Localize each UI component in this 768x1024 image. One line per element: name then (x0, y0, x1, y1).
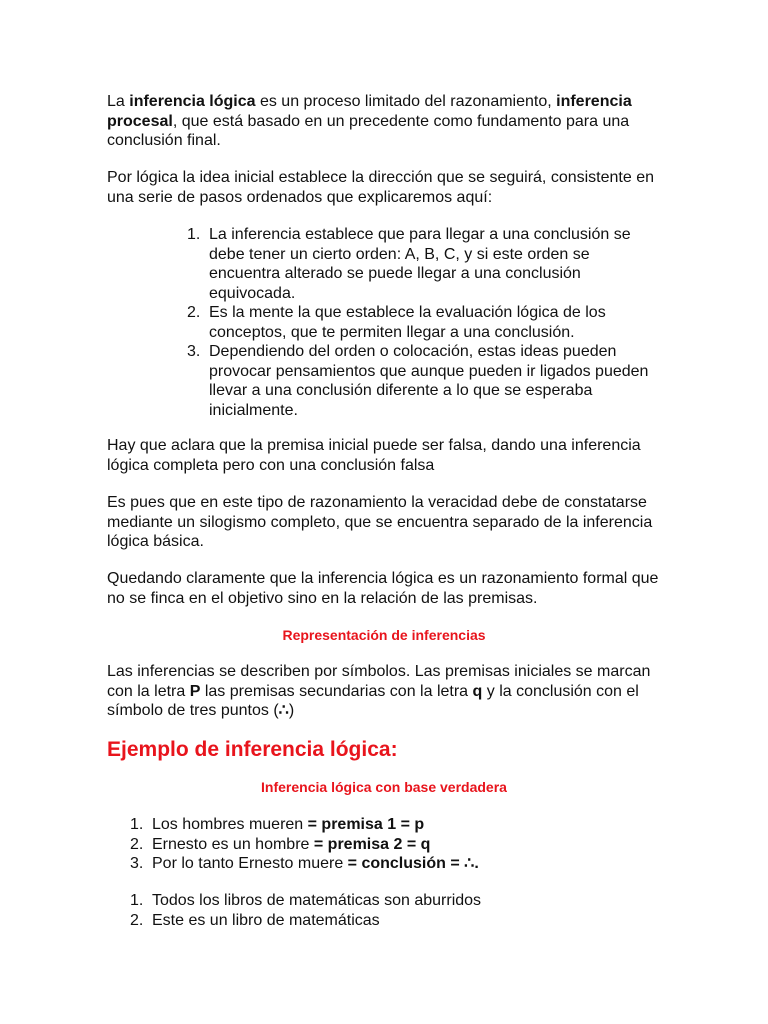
paragraph-symbols (107, 662, 667, 721)
premise-label: = premisa 2 = q (313, 835, 431, 853)
list-item (130, 835, 652, 855)
paragraph-premise-false: Hay que aclara que la premisa inicial puede ser falsa, dando una inferencia lógica completa pero con una conclusión falsa (107, 437, 641, 474)
list-number: 1. (130, 892, 144, 909)
text-run: La (107, 93, 130, 110)
text-run: las premisas secundarias con la letra (200, 682, 473, 700)
list-number: 2. (130, 911, 144, 929)
bold-symbol: P (189, 682, 201, 700)
conclusion-label: = conclusión = ∴. (347, 855, 479, 872)
list-item-text: Por lo tanto Ernesto muere (152, 855, 348, 872)
paragraph-definition (107, 92, 667, 151)
list-number: 2. (130, 835, 144, 853)
list-item (187, 303, 664, 342)
text-run: ) (288, 702, 295, 719)
list-item-text: Dependiendo del orden o colocación, estas ideas pueden provocar pensamientos que aunque pueden ir ligados pueden llevar a una conclusión diferente a lo que se esperaba inicialmente. (209, 343, 649, 419)
example-list (130, 815, 652, 874)
list-item (187, 342, 664, 420)
therefore-symbol: ∴ (278, 702, 289, 719)
list-item (130, 854, 652, 874)
list-item (187, 225, 664, 303)
paragraph-formal-reasoning: Quedando claramente que la inferencia lógica es un razonamiento formal que no se finca en el objetivo sino en la relación de las premisas. (107, 570, 659, 607)
text-run: Las inferencias se describen por símbolos. Las premisas iniciales se marcan con la letra (107, 663, 651, 700)
bold-symbol: q (472, 682, 483, 700)
list-number: 1. (187, 226, 201, 243)
steps-list (187, 225, 664, 420)
list-item-text: Es la mente la que establece la evaluación lógica de los conceptos, que te permiten llegar a una conclusión. (209, 304, 606, 341)
list-number: 2. (187, 304, 201, 321)
heading-example: Ejemplo de inferencia lógica: (107, 738, 398, 761)
premise-label: = premisa 1 = p (307, 816, 425, 833)
text-run: es un proceso limitado del razonamiento, (255, 93, 557, 110)
list-number: 3. (187, 343, 201, 360)
list-item (130, 911, 652, 931)
list-item-text: Ernesto es un hombre (152, 835, 314, 853)
bold-term: inferencia procesal (107, 93, 632, 130)
paragraph-syllogism: Es pues que en este tipo de razonamiento la veracidad debe de constatarse mediante un silogismo completo, que se encuentra separado de la inferencia lógica básica. (107, 494, 653, 550)
text-run: , que está basado en un precedente como fundamento para una conclusión final. (107, 112, 630, 149)
second-example-list (130, 891, 652, 930)
list-item-text: Todos los libros de matemáticas son aburridos (152, 892, 482, 909)
list-item-text: Este es un libro de matemáticas (152, 911, 380, 929)
subtitle-representation: Representación de inferencias (282, 627, 486, 643)
list-item (130, 815, 652, 835)
bold-term: inferencia lógica (129, 93, 256, 110)
list-item (130, 891, 652, 911)
list-number: 3. (130, 855, 144, 872)
subtitle-true-base: Inferencia lógica con base verdadera (261, 779, 507, 795)
paragraph-intro-steps: Por lógica la idea inicial establece la dirección que se seguirá, consistente en una serie de pasos ordenados que explicaremos aquí: (107, 169, 654, 206)
text-run: y la conclusión con el símbolo de tres puntos ( (107, 682, 639, 719)
list-number: 1. (130, 816, 144, 833)
list-item-text: La inferencia establece que para llegar a una conclusión se debe tener un cierto orden: A, B, C, y si este orden se encuentra alterado se puede llegar a una conclusión equivocada. (209, 226, 631, 302)
list-item-text: Los hombres mueren (152, 816, 308, 833)
